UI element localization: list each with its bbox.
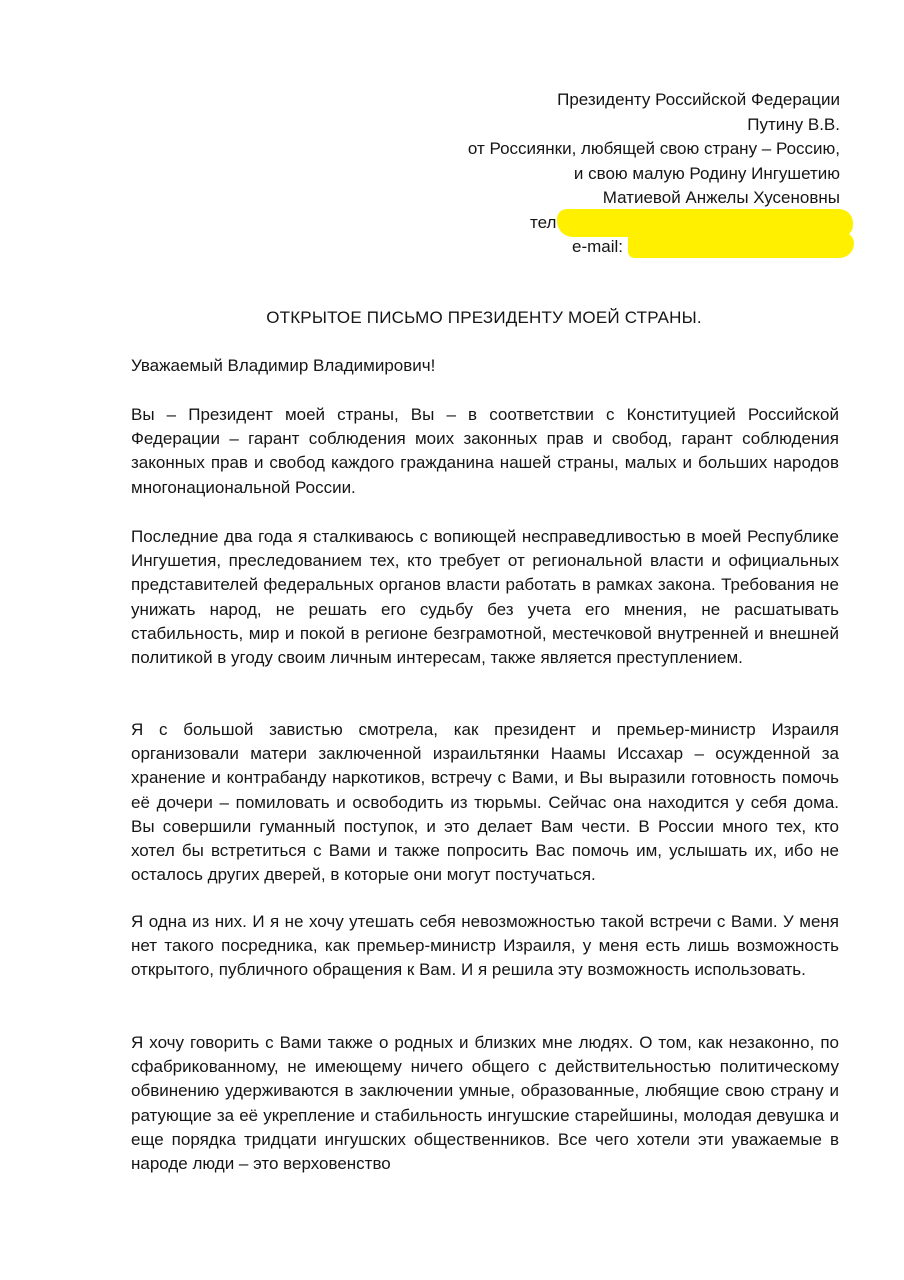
addressee-line: Президенту Российской Федерации [557,90,840,109]
addressee-line: Путину В.В. [747,114,840,134]
addressee-line: Матиевой Анжелы Хусеновны [602,188,840,208]
addressee-line: от Россиянки, любящей свою страну – Россию, [467,139,840,159]
email-label: e-mail: [572,237,624,256]
paragraph: Последние два года я сталкиваюсь с вопиющей несправедливостью в моей Республике Ингушетия, преследованием тех, кто требует от региональной власти и официальных представителей федеральных органов власти работать в рамках закона. Требования не унижать народ, не решать его судьбу без учета его мнения, не расшатывать стабильность, мир и покой в регионе безграмотной, местечковой внутренней и внешней политикой в угоду своим личным интересам, также является преступлением. [131,527,839,668]
paragraph: Вы – Президент моей страны, Вы – в соответствии с Конституцией Российской Федерации – гарант соблюдения моих законных прав и свобод, гарант соблюдения законных прав и свобод каждого гражданина нашей страны, малых и больших народов многонациональной России. [131,405,839,497]
phone-label: тел [530,213,557,232]
letter-title: ОТКРЫТОЕ ПИСЬМО ПРЕЗИДЕНТУ МОЕЙ СТРАНЫ. [266,308,702,327]
paragraph: Я хочу говорить с Вами также о родных и близких мне людях. О том, как незаконно, по сфабрикованному, не имеющему ничего общего с действительностью политическому обвинению удерживаются в заключении умные, образованные, любящие свою страну и ратующие за её укрепление и стабильность ингушские старейшины, молодая девушка и еще порядка тридцати ингушских общественников. Все чего хотели эти уважаемые в народе люди – это верховенство [131,1033,839,1174]
salutation: Уважаемый Владимир Владимирович! [131,356,436,375]
paragraph: Я одна из них. И я не хочу утешать себя невозможностью такой встречи с Вами. У меня нет такого посредника, как премьер-министр Израиля, у меня есть лишь возможность открытого, публичного обращения к Вам. И я решила эту возможность использовать. [131,912,839,980]
addressee-block [380,88,840,211]
email-redaction-highlight [628,232,854,258]
paragraph: Я с большой завистью смотрела, как президент и премьер-министр Израиля организовали матери заключенной израильтянки Наамы Иссахар – осужденной за хранение и контрабанду наркотиков, встречу с Вами, и Вы выразили готовность помочь её дочери – помиловать и освободить из тюрьмы. Сейчас она находится у себя дома. Вы совершили гуманный поступок, и это делает Вам чести. В России много тех, кто хотел бы встретиться с Вами и также попросить Вас помочь им, услышать их, ибо не осталось других дверей, в которые они могут постучаться. [131,720,839,885]
addressee-line: и свою малую Родину Ингушетию [573,163,840,183]
